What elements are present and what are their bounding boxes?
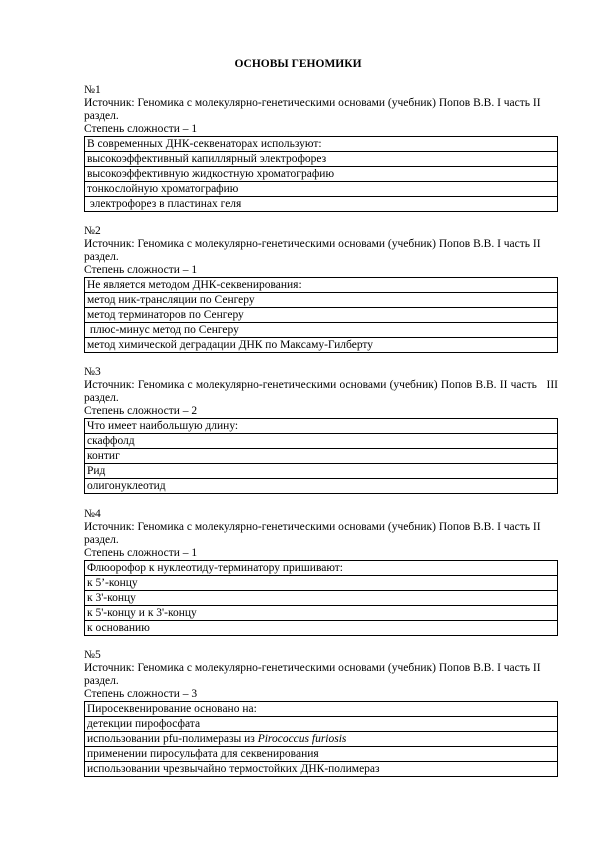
answer-option: тонкослойную хроматографию	[85, 182, 558, 197]
table-row	[85, 278, 558, 293]
table-row	[85, 717, 558, 732]
question-difficulty: Степень сложности – 1	[84, 123, 198, 135]
table-row	[85, 338, 558, 353]
table-row	[85, 308, 558, 323]
answer-option: Рид	[85, 464, 558, 479]
table-row	[85, 702, 558, 717]
answer-option: высокоэффективный капиллярный электрофорез	[85, 152, 558, 167]
answer-option: к 5'-концу и к 3'-концу	[85, 606, 558, 621]
question-5	[84, 649, 558, 777]
species-name: Pirococcus furiosis	[257, 733, 347, 745]
answer-option: использовании чрезвычайно термостойких ДНК-полимераз	[85, 762, 558, 777]
table-row	[85, 323, 558, 338]
table-row	[85, 167, 558, 182]
question-table	[84, 418, 558, 494]
question-number: №1	[84, 84, 101, 96]
question-source: Источник: Геномика с молекулярно-генетическими основами (учебник) Попов В.В. I часть II раздел.	[84, 662, 541, 687]
answer-option: к 3'-концу	[85, 591, 558, 606]
answer-option: метод ник-трансляции по Сенгеру	[85, 293, 558, 308]
question-prompt: Что имеет наибольшую длину:	[85, 419, 558, 434]
question-prompt: В современных ДНК-секвенаторах используют:	[85, 137, 558, 152]
table-row	[85, 762, 558, 777]
answer-option: детекции пирофосфата	[85, 717, 558, 732]
question-number: №3	[84, 366, 101, 378]
question-prompt: Не является методом ДНК-секвенирования:	[85, 278, 558, 293]
table-row	[85, 747, 558, 762]
table-row	[85, 419, 558, 434]
answer-option: метод терминаторов по Сенгеру	[85, 308, 558, 323]
answer-option	[85, 732, 558, 747]
table-row	[85, 434, 558, 449]
question-number: №5	[84, 649, 101, 661]
question-number: №2	[84, 225, 101, 237]
answer-option: высокоэффективную жидкостную хроматографию	[85, 167, 558, 182]
table-row	[85, 464, 558, 479]
question-difficulty: Степень сложности – 1	[84, 547, 198, 559]
question-prompt: Пиросеквенирование основано на:	[85, 702, 558, 717]
question-source: Источник: Геномика с молекулярно-генетическими основами (учебник) Попов В.В. II часть III раздел.	[84, 379, 561, 404]
question-source: Источник: Геномика с молекулярно-генетическими основами (учебник) Попов В.В. I часть II раздел.	[84, 238, 541, 263]
document-title: ОСНОВЫ ГЕНОМИКИ	[234, 58, 362, 70]
answer-option: контиг	[85, 449, 558, 464]
answer-option: метод химической деградации ДНК по Максаму-Гилберту	[85, 338, 558, 353]
question-1	[84, 84, 558, 212]
question-number: №4	[84, 508, 101, 520]
table-row	[85, 606, 558, 621]
question-3	[84, 366, 561, 494]
table-row	[85, 137, 558, 152]
table-row	[85, 197, 558, 212]
question-source: Источник: Геномика с молекулярно-генетическими основами (учебник) Попов В.В. I часть II раздел.	[84, 521, 541, 546]
question-table	[84, 560, 558, 636]
question-prompt: Флюорофор к нуклеотиду-терминатору пришивают:	[85, 561, 558, 576]
table-row	[85, 479, 558, 494]
answer-option: плюс-минус метод по Сенгеру	[85, 323, 558, 338]
question-table	[84, 136, 558, 212]
question-4	[84, 508, 558, 636]
question-2	[84, 225, 558, 353]
table-row	[85, 182, 558, 197]
question-difficulty: Степень сложности – 1	[84, 264, 198, 276]
question-table	[84, 701, 558, 777]
answer-option: к 5’-концу	[85, 576, 558, 591]
table-row	[85, 621, 558, 636]
question-difficulty: Степень сложности – 3	[84, 688, 198, 700]
table-row	[85, 576, 558, 591]
answer-option: скаффолд	[85, 434, 558, 449]
answer-option: электрофорез в пластинах геля	[85, 197, 558, 212]
table-row	[85, 293, 558, 308]
question-source: Источник: Геномика с молекулярно-генетическими основами (учебник) Попов В.В. I часть II раздел.	[84, 97, 541, 122]
question-difficulty: Степень сложности – 2	[84, 405, 198, 417]
question-table	[84, 277, 558, 353]
table-row	[85, 449, 558, 464]
answer-option: олигонуклеотид	[85, 479, 558, 494]
table-row	[85, 561, 558, 576]
answer-option: применении пиросульфата для секвенирования	[85, 747, 558, 762]
answer-option-text: использовании pfu-полимеразы из	[87, 733, 258, 745]
table-row	[85, 591, 558, 606]
table-row	[85, 152, 558, 167]
answer-option: к основанию	[85, 621, 558, 636]
table-row	[85, 732, 558, 747]
